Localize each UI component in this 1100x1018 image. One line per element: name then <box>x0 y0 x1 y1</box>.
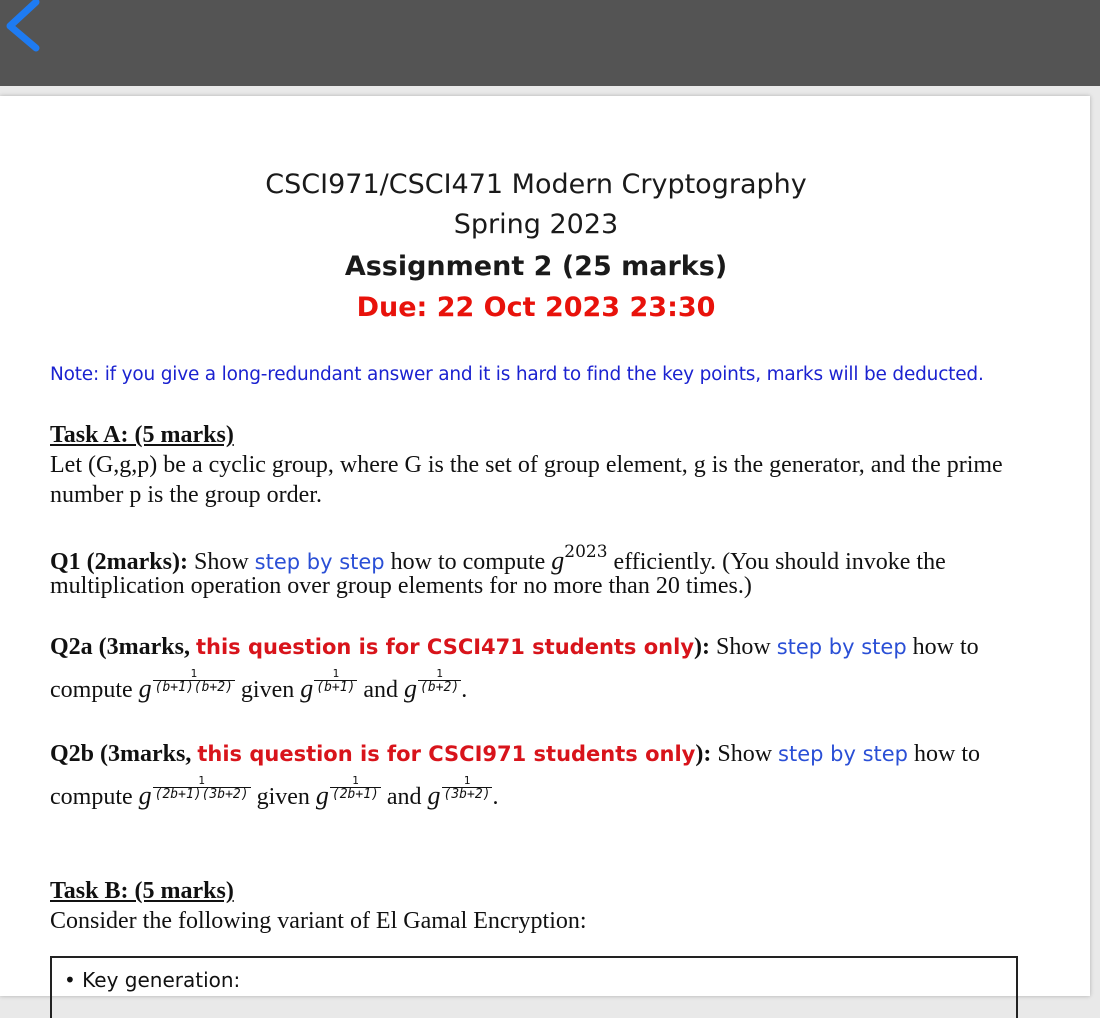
q2a-num2: 1 <box>314 668 357 681</box>
chevron-left-icon <box>0 0 46 56</box>
q2b-label-end: ): <box>695 741 712 767</box>
task-b-body: Consider the following variant of El Gamal Encryption: <box>50 908 587 934</box>
course-title: CSCI971/CSCI471 Modern Cryptography <box>265 169 807 200</box>
q1-step-highlight: step by step <box>254 550 385 574</box>
q2a-fraction1 <box>153 668 235 695</box>
q2a-line2 <box>50 668 467 704</box>
q2b-label-start: Q2b (3marks, <box>50 741 198 767</box>
q2b-compute: compute <box>50 784 139 810</box>
q2a-label-start: Q2a (3marks, <box>50 634 196 660</box>
q1-line1 <box>50 542 946 576</box>
q2a-fraction2 <box>314 668 357 695</box>
q2b-line2 <box>50 775 498 811</box>
q2b-den1: (2b+1)(3b+2) <box>154 787 249 802</box>
key-generation-item: • Key generation: <box>64 968 241 992</box>
q2a-text1: Show <box>710 634 777 660</box>
q2b-end: . <box>492 784 499 810</box>
q2a-num3: 1 <box>418 668 461 681</box>
q2b-num3: 1 <box>442 775 493 788</box>
q2b-g2: g <box>315 781 329 810</box>
q2b-fraction2 <box>330 775 381 802</box>
q1-label: Q1 (2marks): <box>50 549 188 575</box>
assignment-title: Assignment 2 (25 marks) <box>344 251 728 282</box>
q2a-den1: (b+1)(b+2) <box>154 680 233 695</box>
q2a-fraction3 <box>418 668 461 695</box>
q1-text1: Show <box>187 549 255 575</box>
q2a-num1: 1 <box>153 668 235 681</box>
q2b-step-highlight: step by step <box>778 742 908 766</box>
due-date: Due: 22 Oct 2023 23:30 <box>356 292 716 323</box>
q2b-num1: 1 <box>153 775 251 788</box>
q2a-text2: how to <box>906 634 979 660</box>
q1-exponent: 2023 <box>564 542 608 562</box>
q2b-text1: Show <box>711 741 779 767</box>
top-toolbar <box>0 0 1100 86</box>
q1-text3: efficiently. (You should invoke the <box>607 549 946 575</box>
q2a-line1 <box>50 634 979 661</box>
q2a-compute: compute <box>50 677 139 703</box>
q2b-red-note: this question is for CSCI971 students only <box>197 742 696 766</box>
back-button[interactable] <box>0 0 46 56</box>
q2b-fraction3 <box>442 775 493 802</box>
q2b-g1: g <box>138 781 152 810</box>
q2a-g1: g <box>138 674 152 703</box>
q2a-and: and <box>357 677 405 703</box>
q2a-end: . <box>461 677 468 703</box>
q2a-step-highlight: step by step <box>776 635 907 659</box>
q2a-g2: g <box>300 674 314 703</box>
q2a-den2: (b+1) <box>316 680 356 695</box>
task-a-title: Task A: (5 marks) <box>50 422 234 448</box>
q2b-fraction1 <box>153 775 251 802</box>
q1-text2: how to compute <box>384 549 552 575</box>
q2b-den3: (3b+2) <box>443 787 491 802</box>
task-b-title: Task B: (5 marks) <box>50 878 234 904</box>
q2b-line1 <box>50 741 980 768</box>
q2b-g3: g <box>427 781 441 810</box>
q2a-red-note: this question is for CSCI471 students only <box>196 635 695 659</box>
term-label: Spring 2023 <box>453 209 619 240</box>
q2a-g3: g <box>404 674 418 703</box>
q2b-given: given <box>250 784 316 810</box>
task-a-body: Let (G,g,p) be a cyclic group, where G is the set of group element, g is the generator, and the prime number p is the group order. <box>50 452 1003 508</box>
q2a-den3: (b+2) <box>420 680 460 695</box>
q1-line2: multiplication operation over group elements for no more than 20 times.) <box>50 573 752 599</box>
el-gamal-variant-box <box>50 956 1018 1018</box>
q2b-num2: 1 <box>330 775 381 788</box>
note-text: Note: if you give a long-redundant answer and it is hard to find the key points, marks will be deducted. <box>50 364 984 385</box>
q1-g: g <box>551 546 565 575</box>
q2a-given: given <box>234 677 301 703</box>
q2b-den2: (2b+1) <box>331 787 379 802</box>
q2a-label-end: ): <box>694 634 710 660</box>
document-page <box>0 96 1090 996</box>
q2b-and: and <box>380 784 428 810</box>
q2b-text2: how to <box>908 741 980 767</box>
